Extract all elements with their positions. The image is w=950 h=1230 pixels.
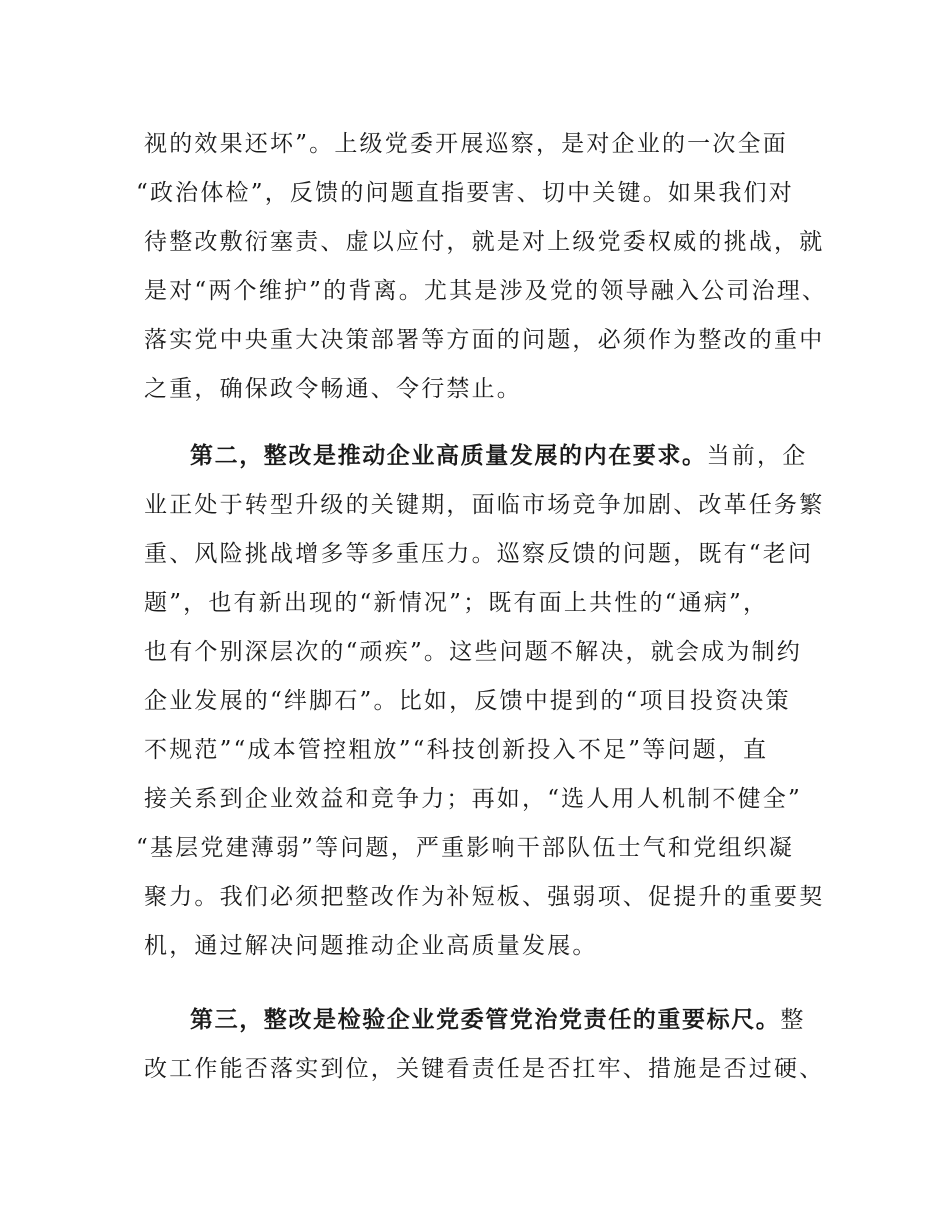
paragraph-2-line-7: 不规范”“成本管控粗放”“科技创新投入不足”等问题，直 [144, 737, 769, 763]
paragraph-1-line-2: “政治体检”，反馈的问题直指要害、切中关键。如果我们对 [136, 180, 794, 206]
paragraph-2-line-3: 重、风险挑战增多等多重压力。巡察反馈的问题，既有“老问 [144, 541, 814, 567]
paragraph-2-line-2: 业正处于转型升级的关键期，面临市场竞争加剧、改革任务繁 [144, 492, 825, 518]
paragraph-2-line-4: 题”，也有新出现的“新情况”；既有面上共性的“通病”， [144, 590, 769, 616]
section-2-heading: 第二，整改是推动企业高质量发展的内在要求。 [190, 443, 707, 469]
section-3-first-line-rest: 整 [780, 1007, 806, 1033]
paragraph-1-line-6: 之重，确保政令畅通、令行禁止。 [144, 376, 522, 402]
section-2-first-line-rest: 当前，企 [706, 443, 808, 469]
paragraph-2-line-1 [190, 438, 824, 474]
paragraph-2-line-9: “基层党建薄弱”等问题，严重影响干部队伍士气和党组织凝 [136, 835, 794, 861]
paragraph-1-line-4: 是对“两个维护”的背离。尤其是涉及党的领导融入公司治理、 [144, 278, 828, 304]
paragraph-1-line-1: 视的效果还坏”。上级党委开展巡察，是对企业的一次全面 [144, 131, 788, 157]
paragraph-1-line-3: 待整改敷衍塞责、虚以应付，就是对上级党委权威的挑战，就 [144, 229, 825, 255]
paragraph-3-line-1 [190, 1002, 824, 1038]
paragraph-2-line-5: 也有个别深层次的“顽疾”。这些问题不解决，就会成为制约 [144, 639, 802, 665]
paragraph-1-line-5: 落实党中央重大决策部署等方面的问题，必须作为整改的重中 [144, 327, 825, 353]
paragraph-2-line-8: 接关系到企业效益和竞争力；再如，“选人用人机制不健全” [144, 786, 802, 812]
paragraph-3-line-2: 改工作能否落实到位，关键看责任是否扛牢、措施是否过硬、 [144, 1056, 825, 1082]
paragraph-2-line-6: 企业发展的“绊脚石”。比如，反馈中提到的“项目投资决策 [144, 688, 791, 714]
section-3-heading: 第三，整改是检验企业党委管党治党责任的重要标尺。 [190, 1007, 781, 1033]
paragraph-2-line-10: 聚力。我们必须把整改作为补短板、强弱项、促提升的重要契 [144, 884, 825, 910]
paragraph-2-line-11: 机，通过解决问题推动企业高质量发展。 [144, 933, 598, 959]
